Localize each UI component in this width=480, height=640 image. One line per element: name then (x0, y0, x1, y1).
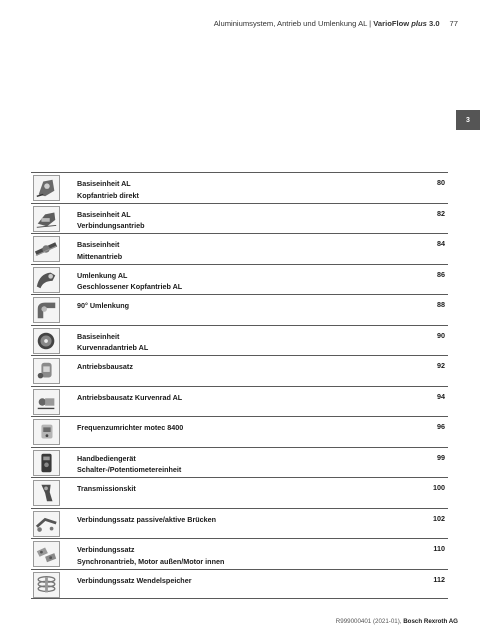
toc-entry-text (77, 483, 136, 495)
toc-entry-text (77, 331, 148, 354)
toc-page-number: 90 (437, 330, 445, 340)
toc-page-number: 88 (437, 300, 445, 309)
footer-doc-code: R999000401 (2021-01), (335, 618, 404, 625)
toc-page-number: 100 (433, 483, 445, 492)
toc-entry-text (77, 453, 181, 476)
center-drive-icon (33, 236, 60, 262)
drive-kit-icon (33, 358, 60, 384)
wheel-bend-drive-icon (33, 328, 60, 354)
toc-entry-subtitle: Mittenantrieb (77, 251, 123, 261)
sync-drive-icon (33, 541, 60, 567)
connection-drive-icon (33, 206, 60, 232)
toc-row[interactable] (31, 386, 448, 417)
return-unit-icon (33, 267, 60, 293)
toc-row[interactable] (31, 477, 448, 508)
toc-page-number: 96 (437, 422, 445, 431)
toc-page-number: 99 (437, 452, 445, 462)
page-footer (336, 618, 458, 625)
table-of-contents (31, 172, 448, 599)
toc-entry-title: Antriebsbausatz Kurvenrad AL (77, 392, 183, 402)
toc-entry-title: Basiseinheit (77, 240, 120, 249)
toc-row[interactable] (31, 355, 448, 386)
toc-row[interactable] (31, 233, 448, 264)
header-title: Aluminiumsystem, Antrieb und Umlenkung AL | (213, 19, 374, 28)
page-header (214, 19, 458, 28)
toc-entry-title: Basiseinheit (77, 331, 120, 341)
toc-row[interactable] (31, 569, 448, 600)
transmission-kit-icon (33, 480, 60, 506)
chapter-tab[interactable]: 3 (456, 110, 480, 130)
toc-page-number: 112 (433, 574, 445, 584)
toc-row[interactable] (31, 172, 448, 203)
toc-entry-subtitle: Verbindungsantrieb (77, 221, 145, 230)
toc-entry-text (77, 300, 129, 312)
toc-entry-text (77, 270, 182, 293)
toc-row[interactable] (31, 264, 448, 295)
header-brand: VarioFlow (373, 19, 412, 28)
toc-page-number: 102 (433, 513, 445, 523)
toc-entry-text (77, 392, 182, 404)
toc-entry-title: Frequenzumrichter motec 8400 (77, 423, 184, 432)
toc-row[interactable] (31, 203, 448, 234)
toc-entry-text (77, 514, 216, 526)
spiral-buffer-icon (33, 572, 60, 598)
toc-entry-subtitle: Synchronantrieb, Motor außen/Motor innen (77, 556, 225, 566)
toc-entry-subtitle: Kurvenradantrieb AL (77, 343, 149, 352)
toc-page-number: 110 (433, 544, 445, 553)
header-page-number: 77 (449, 19, 458, 28)
toc-row[interactable] (31, 325, 448, 356)
toc-row[interactable] (31, 416, 448, 447)
toc-entry-text (77, 422, 183, 434)
bridge-kit-icon (33, 511, 60, 537)
toc-entry-title: Handbediengerät (77, 453, 136, 463)
toc-entry-title: 90° Umlenkung (77, 301, 130, 310)
toc-page-number: 94 (437, 391, 445, 401)
toc-entry-text (77, 239, 122, 262)
toc-row[interactable] (31, 294, 448, 325)
toc-page-number: 92 (437, 361, 445, 370)
toc-entry-text (77, 544, 224, 567)
toc-entry-text (77, 575, 192, 587)
toc-entry-text (77, 209, 145, 232)
toc-row[interactable] (31, 447, 448, 478)
toc-entry-subtitle: Kopfantrieb direkt (77, 190, 139, 200)
toc-entry-title: Verbindungssatz Wendelspeicher (77, 575, 192, 585)
toc-entry-title: Antriebsbausatz (77, 362, 133, 371)
toc-entry-subtitle: Schalter-/Potentiometereinheit (77, 465, 182, 474)
toc-page-number: 82 (437, 208, 445, 218)
footer-brand: Bosch Rexroth AG (403, 618, 458, 625)
toc-page-number: 84 (437, 239, 445, 248)
toc-page-number: 80 (437, 178, 445, 187)
toc-entry-subtitle: Geschlossener Kopfantrieb AL (77, 282, 183, 291)
toc-entry-title: Basiseinheit AL (77, 179, 131, 188)
drive-head-icon (33, 175, 60, 201)
frequency-inverter-icon (33, 419, 60, 445)
toc-entry-title: Umlenkung AL (77, 270, 128, 280)
toc-entry-text (77, 178, 139, 201)
toc-entry-text (77, 361, 133, 373)
toc-entry-title: Verbindungssatz (77, 545, 135, 554)
wheel-drive-kit-icon (33, 389, 60, 415)
header-brand-plus: plus (411, 19, 427, 28)
toc-entry-title: Basiseinheit AL (77, 209, 131, 219)
toc-entry-title: Verbindungssatz passive/aktive Brücken (77, 514, 217, 524)
toc-row[interactable] (31, 508, 448, 539)
toc-row[interactable] (31, 538, 448, 569)
header-version: 3.0 (426, 19, 440, 28)
toc-page-number: 86 (437, 269, 445, 279)
corner-wheel-icon (33, 297, 60, 323)
toc-entry-title: Transmissionskit (77, 484, 136, 493)
handheld-controller-icon (33, 450, 60, 476)
